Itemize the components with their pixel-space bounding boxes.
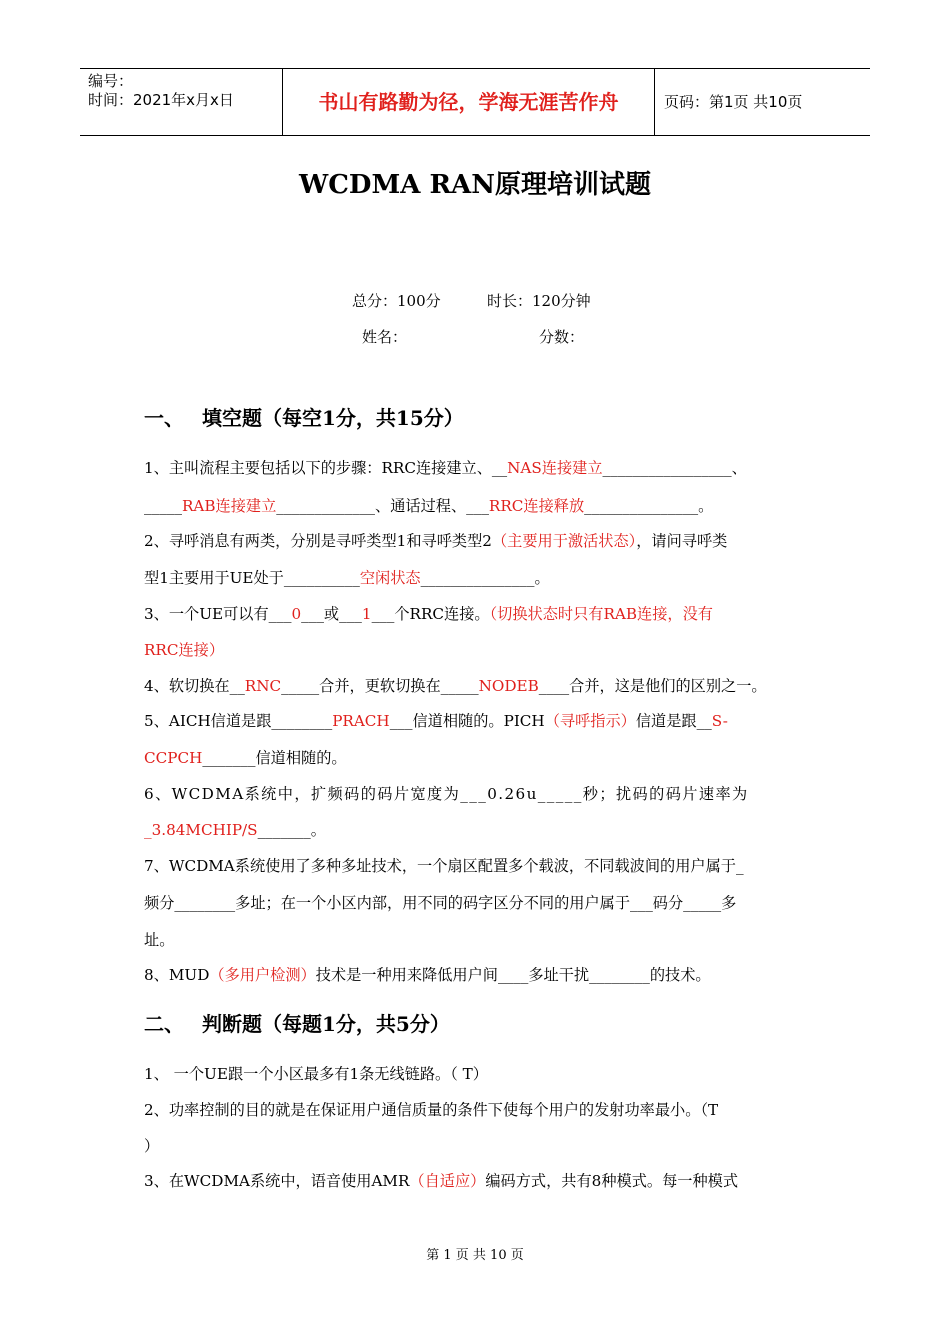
answer: （切换状态时只有RAB连接，没有: [489, 605, 713, 623]
question-3-line-1: [144, 603, 713, 625]
total-score: 总分：100分: [352, 292, 441, 310]
page-footer: 第 1 页 共 10 页: [426, 1248, 524, 1263]
answer: RNC: [244, 677, 282, 695]
section-heading-fill-in: [144, 403, 464, 433]
section-number: 二、: [144, 1012, 184, 1036]
time-label: 时间：2021年x月x日: [88, 91, 234, 109]
text: 3、一个UE可以有___: [144, 605, 292, 623]
answer: PRACH: [332, 712, 390, 730]
score-label: 分数：: [539, 328, 585, 346]
section-title: 填空题（每空1分，共15分）: [202, 406, 464, 430]
tf-question-1: 1、 一个UE跟一个小区最多有1条无线链路。（ T）: [144, 1065, 488, 1083]
tf-question-3: [144, 1170, 738, 1192]
question-1-line-2: [144, 495, 713, 517]
answer: （多用户检测）: [209, 966, 316, 984]
question-5-line-2: [144, 747, 347, 769]
question-4: [144, 675, 767, 697]
section-number: 一、: [144, 406, 184, 430]
answer: _3.84MCHIP/S: [144, 821, 258, 839]
answer: （主要用于激活状态）: [491, 532, 637, 550]
text: _____合并，更软切换在_____: [281, 677, 479, 695]
answer: NODEB: [478, 677, 539, 695]
text: ___或___: [301, 605, 362, 623]
answer: CCPCH: [144, 749, 203, 767]
answer: （寻呼指示）: [544, 712, 636, 730]
answer: 空闲状态: [359, 569, 421, 587]
text: _______________。: [584, 497, 714, 515]
question-6-line-2: [144, 819, 326, 841]
page-title: WCDMA RAN原理培训试题: [299, 170, 651, 200]
text: 编码方式，共有8种模式。每一种模式: [485, 1172, 739, 1190]
text: 信道是跟__: [635, 712, 712, 730]
text: ____合并，这是他们的区别之一。: [538, 677, 767, 695]
text: 2、寻呼消息有两类，分别是寻呼类型1和寻呼类型2: [144, 532, 492, 550]
answer: 0: [291, 605, 302, 623]
answer: 1: [361, 605, 372, 623]
text: _____________、通话过程、___: [276, 497, 489, 515]
answer: （自适应）: [409, 1172, 486, 1190]
question-7-line-3: 址。: [144, 931, 175, 949]
duration: 时长：120分钟: [487, 292, 591, 310]
name-label: 姓名：: [362, 328, 408, 346]
text: 5、AICH信道是跟________: [144, 712, 333, 730]
text: ___信道相随的。PICH: [389, 712, 545, 730]
tf-question-2-line-1: 2、功率控制的目的就是在保证用户通信质量的条件下使每个用户的发射功率最小。（T: [144, 1101, 719, 1119]
header-info-cell: [80, 69, 282, 135]
question-7-line-1: 7、WCDMA系统使用了多种多址技术，一个扇区配置多个载波，不同载波间的用户属于_: [144, 857, 744, 875]
answer: RAB连接建立: [181, 497, 277, 515]
text: 3、在WCDMA系统中，语音使用AMR: [144, 1172, 410, 1190]
answer: RRC连接释放: [488, 497, 585, 515]
question-2-line-1: [144, 530, 727, 552]
question-8: [144, 964, 711, 986]
question-7-line-2: 频分________多址；在一个小区内部，用不同的码字区分不同的用户属于___码分_____多: [144, 894, 737, 912]
question-1-line-1: [144, 457, 747, 479]
text: _______。: [257, 821, 326, 839]
question-5-line-1: [144, 710, 728, 732]
header-page-info: 页码：第1页 共10页: [664, 93, 803, 111]
text: 1、主叫流程主要包括以下的步骤：RRC连接建立、__: [144, 459, 508, 477]
text: 技术是一种用来降低用户间____多址干扰________的技术。: [315, 966, 711, 984]
text: 8、MUD: [144, 966, 210, 984]
question-2-line-2: [144, 567, 550, 589]
document-header: [80, 68, 870, 136]
question-6-line-1: 6、WCDMA系统中，扩频码的码片宽度为___0.26u_____秒；扰码的码片速率为: [144, 785, 749, 803]
text: 4、软切换在__: [144, 677, 245, 695]
section-title: 判断题（每题1分，共5分）: [202, 1012, 450, 1036]
header-motto: 书山有路勤为径，学海无涯苦作舟: [282, 69, 655, 135]
text: _____: [144, 497, 182, 515]
answer: NAS连接建立: [507, 459, 603, 477]
text: ___个RRC连接。: [371, 605, 490, 623]
section-heading-true-false: [144, 1009, 450, 1039]
text: 型1主要用于UE处于__________: [144, 569, 360, 587]
text: _______信道相随的。: [202, 749, 347, 767]
answer: S-: [711, 712, 728, 730]
text: _______________。: [420, 569, 550, 587]
tf-question-2-line-2: ）: [144, 1137, 160, 1155]
serial-label: 编号：: [88, 72, 134, 90]
question-3-line-2: RRC连接）: [144, 641, 225, 659]
text: ，请问寻呼类: [636, 532, 728, 550]
text: _________________、: [602, 459, 747, 477]
